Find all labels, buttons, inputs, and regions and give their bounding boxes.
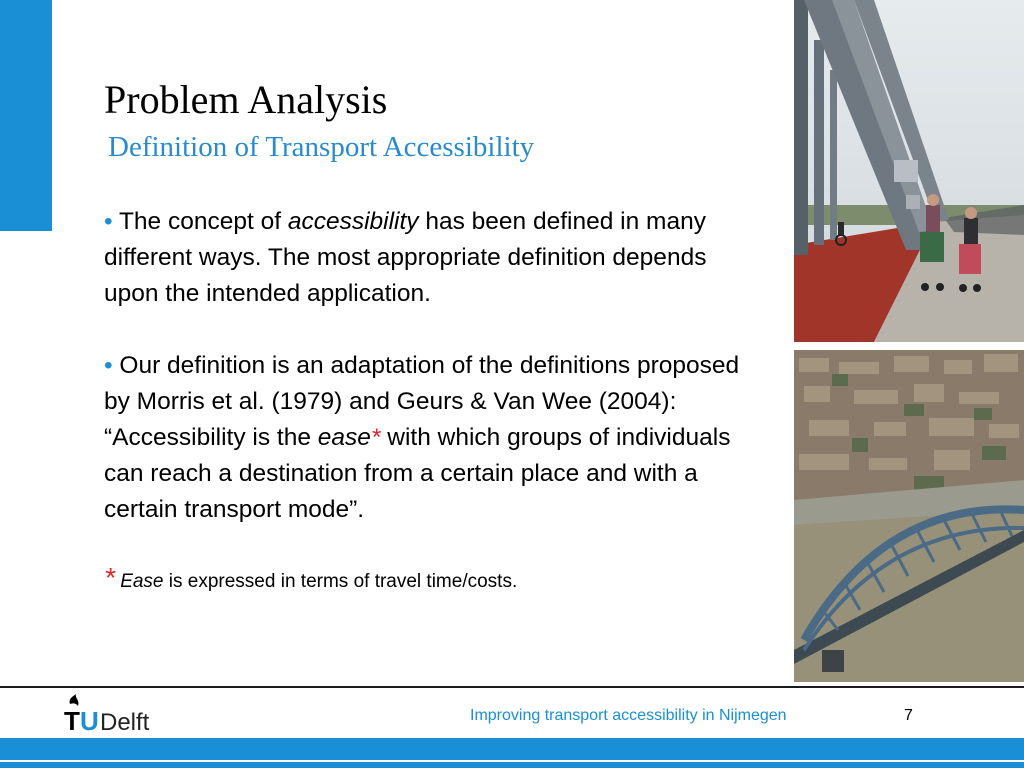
tudelft-logo xyxy=(64,694,174,734)
asterisk-marker: * xyxy=(370,424,381,451)
bullet-item-accessibility-concept xyxy=(104,204,764,312)
slide-title: Problem Analysis xyxy=(104,77,388,122)
bullet-list xyxy=(104,204,764,564)
footnote xyxy=(104,562,517,594)
bullet-text: has been defined in many different ways. The most appropriate definition depends upon the intended application. xyxy=(104,208,707,307)
svg-text:T: T xyxy=(64,706,80,734)
footnote-asterisk: * xyxy=(104,562,115,593)
slide-subtitle: Definition of Transport Accessibility xyxy=(108,131,535,163)
bullet-text: with which groups of individuals can reach a destination from a certain place and with a certain transport mode”. xyxy=(104,424,731,523)
aerial-bridge-photo xyxy=(794,350,1024,682)
accent-bar xyxy=(0,0,52,231)
svg-text:Delft: Delft xyxy=(100,709,150,734)
bullet-text: The concept of xyxy=(118,208,288,235)
svg-text:U: U xyxy=(80,706,99,734)
footer-band xyxy=(0,738,1024,768)
footnote-emphasis: Ease xyxy=(120,571,164,592)
footnote-text: is expressed in terms of travel time/costs. xyxy=(163,571,518,592)
bullet-icon: • xyxy=(104,208,113,235)
page-number: 7 xyxy=(904,707,913,724)
bullet-text: Our definition is an adaptation of the definitions proposed by Morris et al. (1979) and Geurs & Van Wee (2004): “Accessibility is the xyxy=(104,352,740,451)
bullet-icon: • xyxy=(104,352,113,379)
footer-band-stripe xyxy=(0,760,1024,762)
presentation-title: Improving transport accessibility in Nijmegen xyxy=(470,707,787,724)
footer-divider xyxy=(0,686,1024,688)
bullet-item-our-definition xyxy=(104,348,764,528)
bullet-emphasis: accessibility xyxy=(287,208,419,235)
bridge-walkway-photo xyxy=(794,0,1024,342)
bullet-emphasis: ease xyxy=(317,424,371,451)
